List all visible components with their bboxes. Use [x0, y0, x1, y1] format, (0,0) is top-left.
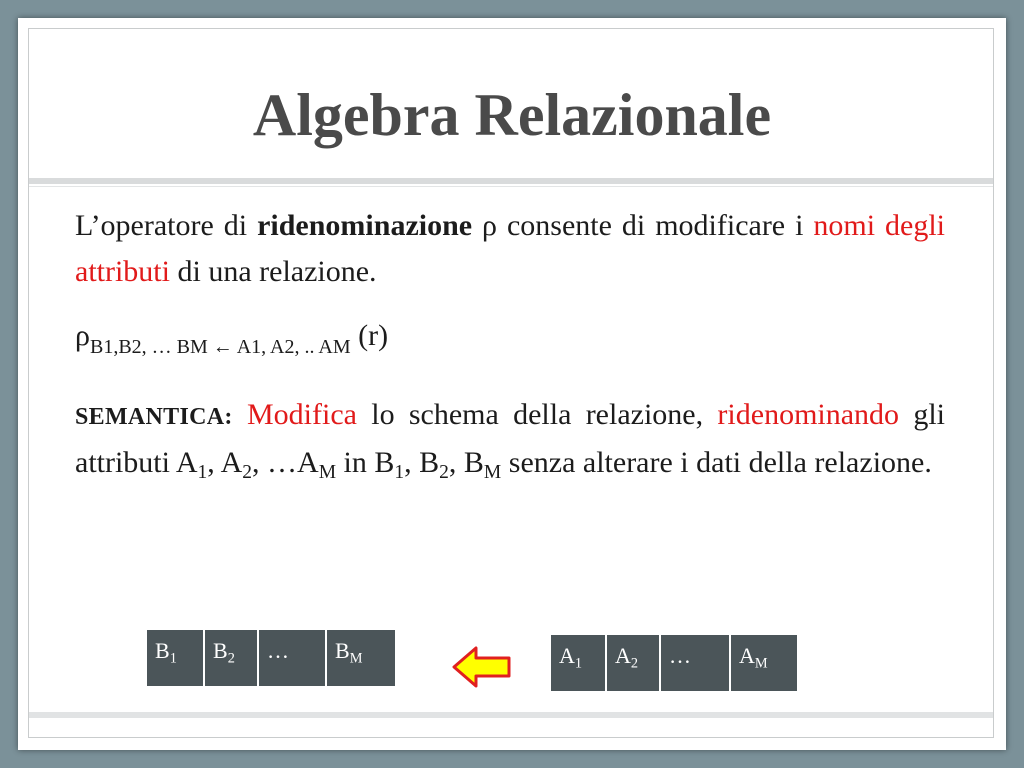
definition-paragraph: [75, 203, 945, 295]
highlight-attribute-names: nomi degli attributi: [75, 209, 946, 288]
table-cell: [204, 629, 258, 687]
cell-sub: M: [754, 655, 768, 672]
semantics-text: senza alterare i dati della relazione.: [501, 446, 932, 479]
rho-symbol: ρ: [75, 319, 90, 352]
cell-base: B: [155, 638, 170, 663]
table-cell: [258, 629, 326, 687]
semantics-text: lo schema della relazione,: [356, 398, 718, 431]
table-cell: [606, 634, 660, 692]
table-cell: [326, 629, 396, 687]
formula: [75, 313, 945, 370]
cell-sub: M: [349, 650, 363, 667]
table-cell: [146, 629, 204, 687]
footer-divider: [29, 712, 993, 718]
formula-subscript-new: B1,B2, … BM: [89, 336, 213, 358]
definition-text: ρ consente di modificare i: [472, 209, 814, 242]
slide: [18, 18, 1006, 750]
table-cell: [550, 634, 606, 692]
cell-sub: 2: [227, 650, 235, 667]
title-divider: [29, 178, 993, 184]
subscript: 2: [439, 461, 449, 483]
semantics-text: , …A: [252, 446, 319, 479]
cell-base: A: [559, 643, 575, 668]
table-row: [146, 629, 396, 687]
cell-sub: 2: [630, 655, 639, 672]
semantics-text: , B: [448, 446, 484, 479]
cell-base: A: [615, 643, 631, 668]
highlight-modifica: Modifica: [246, 398, 357, 431]
cell-base: B: [335, 638, 350, 663]
subscript: 2: [242, 461, 253, 483]
original-schema-table: [549, 633, 799, 693]
cell-base: …: [267, 638, 289, 663]
slide-body: [75, 203, 945, 486]
cell-sub: 1: [169, 650, 177, 667]
cell-sub: 1: [574, 655, 583, 672]
semantics-label: SEMANTICA:: [75, 404, 233, 430]
table-cell: [730, 634, 798, 692]
highlight-ridenominando: ridenominando: [717, 398, 900, 431]
table-row: [550, 634, 798, 692]
renamed-schema-table: [145, 628, 397, 688]
cell-base: A: [739, 643, 755, 668]
semantics-text: gli attributi A: [75, 398, 946, 479]
formula-subscript: [90, 336, 351, 358]
definition-text: di una relazione.: [169, 255, 377, 288]
semantics-paragraph: [75, 392, 945, 486]
definition-text: L’operatore di: [75, 209, 258, 242]
formula-argument: (r): [350, 319, 389, 352]
subscript: 1: [197, 461, 208, 483]
title-divider-thin: [29, 186, 993, 187]
cell-base: B: [213, 638, 228, 663]
semantics-text: , B: [404, 446, 440, 479]
table-cell: [660, 634, 730, 692]
left-arrow-icon: [452, 646, 512, 688]
formula-arrow-icon: ←: [212, 336, 233, 358]
cell-base: …: [669, 643, 691, 668]
semantics-text: , A: [207, 446, 243, 479]
subscript: M: [483, 461, 502, 483]
formula-subscript-old: A1, A2, .. AM: [232, 336, 351, 358]
subscript: 1: [394, 461, 405, 483]
slide-title: Algebra Relazionale: [252, 82, 772, 148]
subscript: M: [318, 461, 337, 483]
semantics-text: in B: [336, 446, 395, 479]
term-ridenominazione: ridenominazione: [257, 209, 473, 242]
